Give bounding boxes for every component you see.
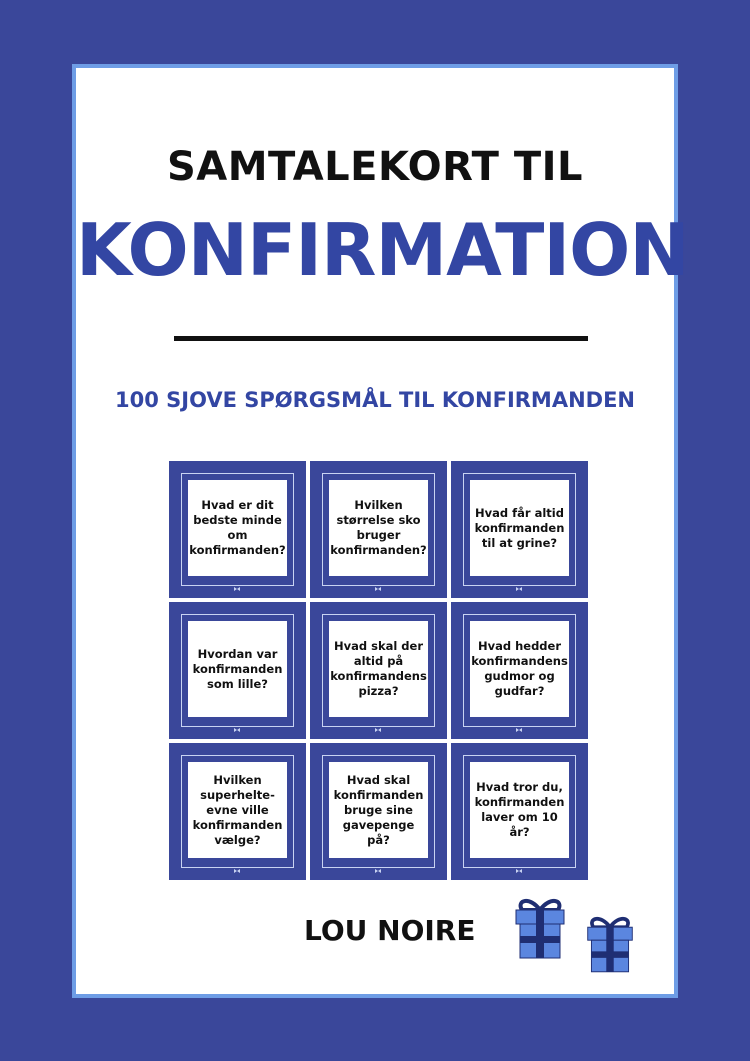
divider: [174, 336, 588, 341]
title-line-1: SAMTALEKORT TIL: [166, 144, 584, 190]
author-name: LOU NOIRE: [304, 914, 476, 947]
subtitle: 100 SJOVE SPØRGSMÅL TIL KONFIRMANDEN: [114, 388, 636, 412]
bow-icon: [515, 868, 523, 875]
bow-icon: [233, 727, 241, 734]
bow-icon: [233, 868, 241, 875]
card-text: Hvad hedder konfirmandens gudmor og gudfar?: [470, 621, 569, 717]
question-card: [310, 461, 447, 598]
bow-icon: [515, 586, 523, 593]
question-card: [169, 461, 306, 598]
title-line-2: KONFIRMATION: [76, 208, 689, 292]
card-text: Hvad får altid konfirmanden til at grine?: [470, 480, 569, 576]
bow-icon: [233, 586, 241, 593]
question-card: [169, 602, 306, 739]
card-text: Hvilken superhelte-evne ville konfirmanden vælge?: [188, 762, 287, 858]
card-text: Hvordan var konfirmanden som lille?: [188, 621, 287, 717]
bow-icon: [374, 727, 382, 734]
card-text: Hvad skal der altid på konfirmandens pizza?: [329, 621, 428, 717]
gift-icon: [584, 910, 636, 976]
question-card: [451, 743, 588, 880]
gift-icon: [512, 894, 568, 960]
question-card: [310, 602, 447, 739]
question-card: [451, 461, 588, 598]
card-text: Hvilken størrelse sko bruger konfirmanden?: [329, 480, 428, 576]
question-card: [310, 743, 447, 880]
question-card: [451, 602, 588, 739]
card-grid: [169, 461, 589, 881]
question-card: [169, 743, 306, 880]
bow-icon: [374, 586, 382, 593]
bow-icon: [515, 727, 523, 734]
card-text: Hvad er dit bedste minde om konfirmanden?: [188, 480, 287, 576]
book-cover: [72, 64, 689, 998]
card-text: Hvad skal konfirmanden bruge sine gavepenge på?: [329, 762, 428, 858]
bow-icon: [374, 868, 382, 875]
card-text: Hvad tror du, konfirmanden laver om 10 år?: [470, 762, 569, 858]
